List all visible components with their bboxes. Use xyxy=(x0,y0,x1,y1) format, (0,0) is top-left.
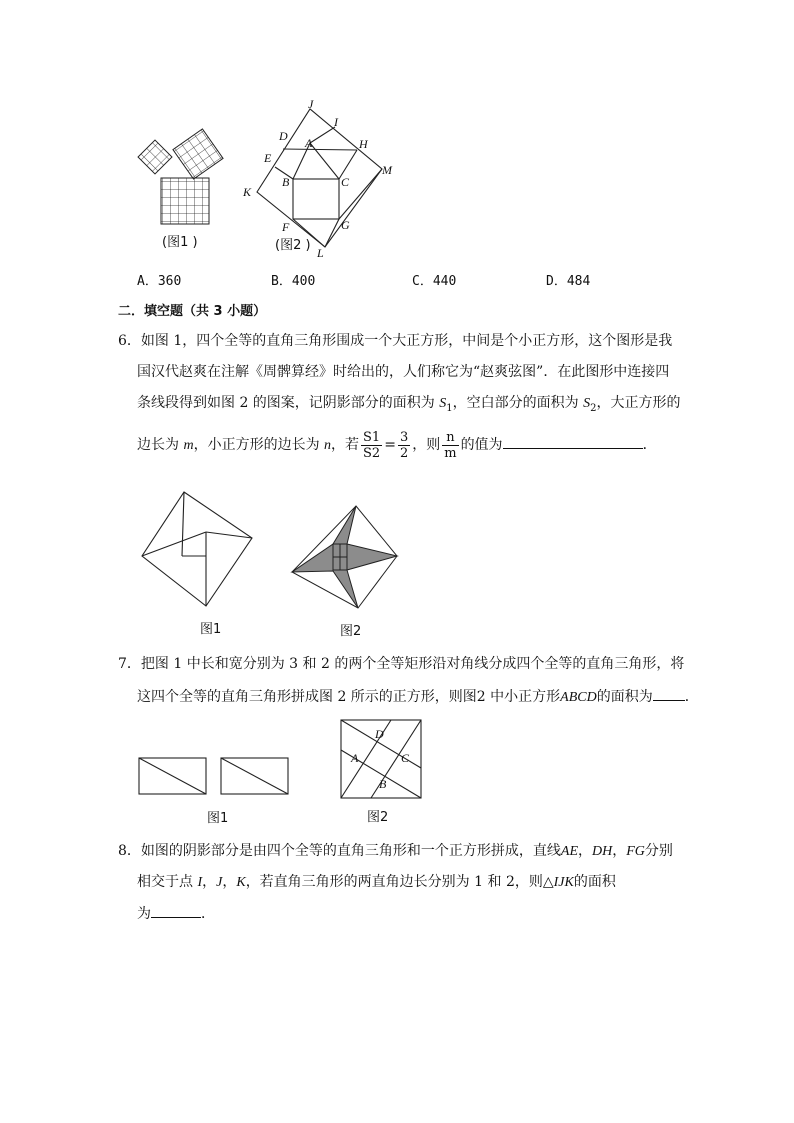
q6-figure-1 xyxy=(138,488,258,643)
label-B: B xyxy=(282,175,290,189)
answer-blank-q7[interactable] xyxy=(653,686,685,701)
label-B: B xyxy=(379,777,387,791)
answer-blank-q8[interactable] xyxy=(151,903,201,918)
option-a[interactable]: A．360 xyxy=(137,274,182,289)
grid-square-right xyxy=(173,129,223,179)
q6-line-4: 边长为 m，小正方形的边长为 n，若 $\frac{S1}{S2}$ = $\frac{3}{2}$ ，则 $\frac{n}{m}$ 的值为 ． xyxy=(137,429,657,461)
grid-square-large xyxy=(161,178,209,224)
label-J: J xyxy=(308,97,314,111)
q7-fig1-caption: 图1 xyxy=(207,811,229,826)
label-I: I xyxy=(334,115,338,129)
q8-line-3: 为 ． xyxy=(137,903,215,924)
option-c[interactable]: C．440 xyxy=(412,274,457,289)
option-b[interactable]: B．400 xyxy=(271,274,316,289)
label-H: H xyxy=(359,137,368,151)
square-bcgf xyxy=(293,179,339,219)
label-A: A xyxy=(305,136,313,150)
q6-line-1: 6．如图 1，四个全等的直角三角形围成一个大正方形，中间是个小正方形，这个图形是我 xyxy=(118,333,673,349)
outer-rectangle xyxy=(257,109,382,247)
q7-figure-1 xyxy=(137,756,297,831)
q7-fig2-caption: 图2 xyxy=(367,810,389,825)
label-D: D xyxy=(279,129,288,143)
q6-line-2: 国汉代赵爽在注解《周髀算经》时给出的，人们称它为“赵爽弦图”．在此图形中连接四 xyxy=(137,364,670,380)
grid-square-left xyxy=(138,140,172,174)
q7-figure-2 xyxy=(337,716,427,828)
option-d[interactable]: D．484 xyxy=(546,274,591,289)
q7-line-2: 这四个全等的直角三角形拼成图 2 所示的正方形，则图2 中小正方形ABCD的面积为 ． xyxy=(137,686,699,708)
fraction-3-2: $\frac{3}{2}$ xyxy=(399,429,409,461)
label-A: A xyxy=(351,751,359,765)
label-F: F xyxy=(282,220,290,234)
q6-fig2-caption: 图2 xyxy=(340,624,362,639)
q7-line-1: 7．把图 1 中长和宽分别为 3 和 2 的两个全等矩形沿对角线分成四个全等的直角三角形，将 xyxy=(118,656,685,672)
q5-figure-2 xyxy=(235,97,405,262)
q6-figure-2 xyxy=(288,502,403,642)
q5-fig1-caption: (图1 ) xyxy=(162,235,198,250)
q6-line-3: 条线段得到如图 2 的图案，记阴影部分的面积为 $S_1$，空白部分的面积为 $S_2$，大正方形的 xyxy=(137,395,681,414)
fraction-n-m: $\frac{n}{m}$ xyxy=(444,429,457,461)
label-G: G xyxy=(341,218,350,232)
answer-blank-q6[interactable] xyxy=(503,434,643,449)
q8-line-2: 相交于点 I，J，K，若直角三角形的两直角边长分别为 1 和 2，则△IJK的面积 xyxy=(137,874,616,890)
q5-figure-1 xyxy=(130,125,230,255)
label-M: M xyxy=(382,163,392,177)
q6-fig1-caption: 图1 xyxy=(200,622,222,637)
label-E: E xyxy=(264,151,272,165)
label-L: L xyxy=(317,246,324,260)
label-D: D xyxy=(375,727,384,741)
q8-line-1: 8．如图的阴影部分是由四个全等的直角三角形和一个正方形拼成，直线AE，DH，FG分别 xyxy=(118,843,673,859)
zhao-square-outer xyxy=(142,492,252,606)
fraction-s1-s2: $\frac{S1}{S2}$ xyxy=(363,429,381,461)
label-C: C xyxy=(401,751,410,765)
label-K: K xyxy=(243,185,252,199)
label-C: C xyxy=(341,175,350,189)
section-title: 二．填空题（共 3 小题） xyxy=(118,304,267,319)
q5-fig2-caption: (图2 ) xyxy=(275,238,311,253)
